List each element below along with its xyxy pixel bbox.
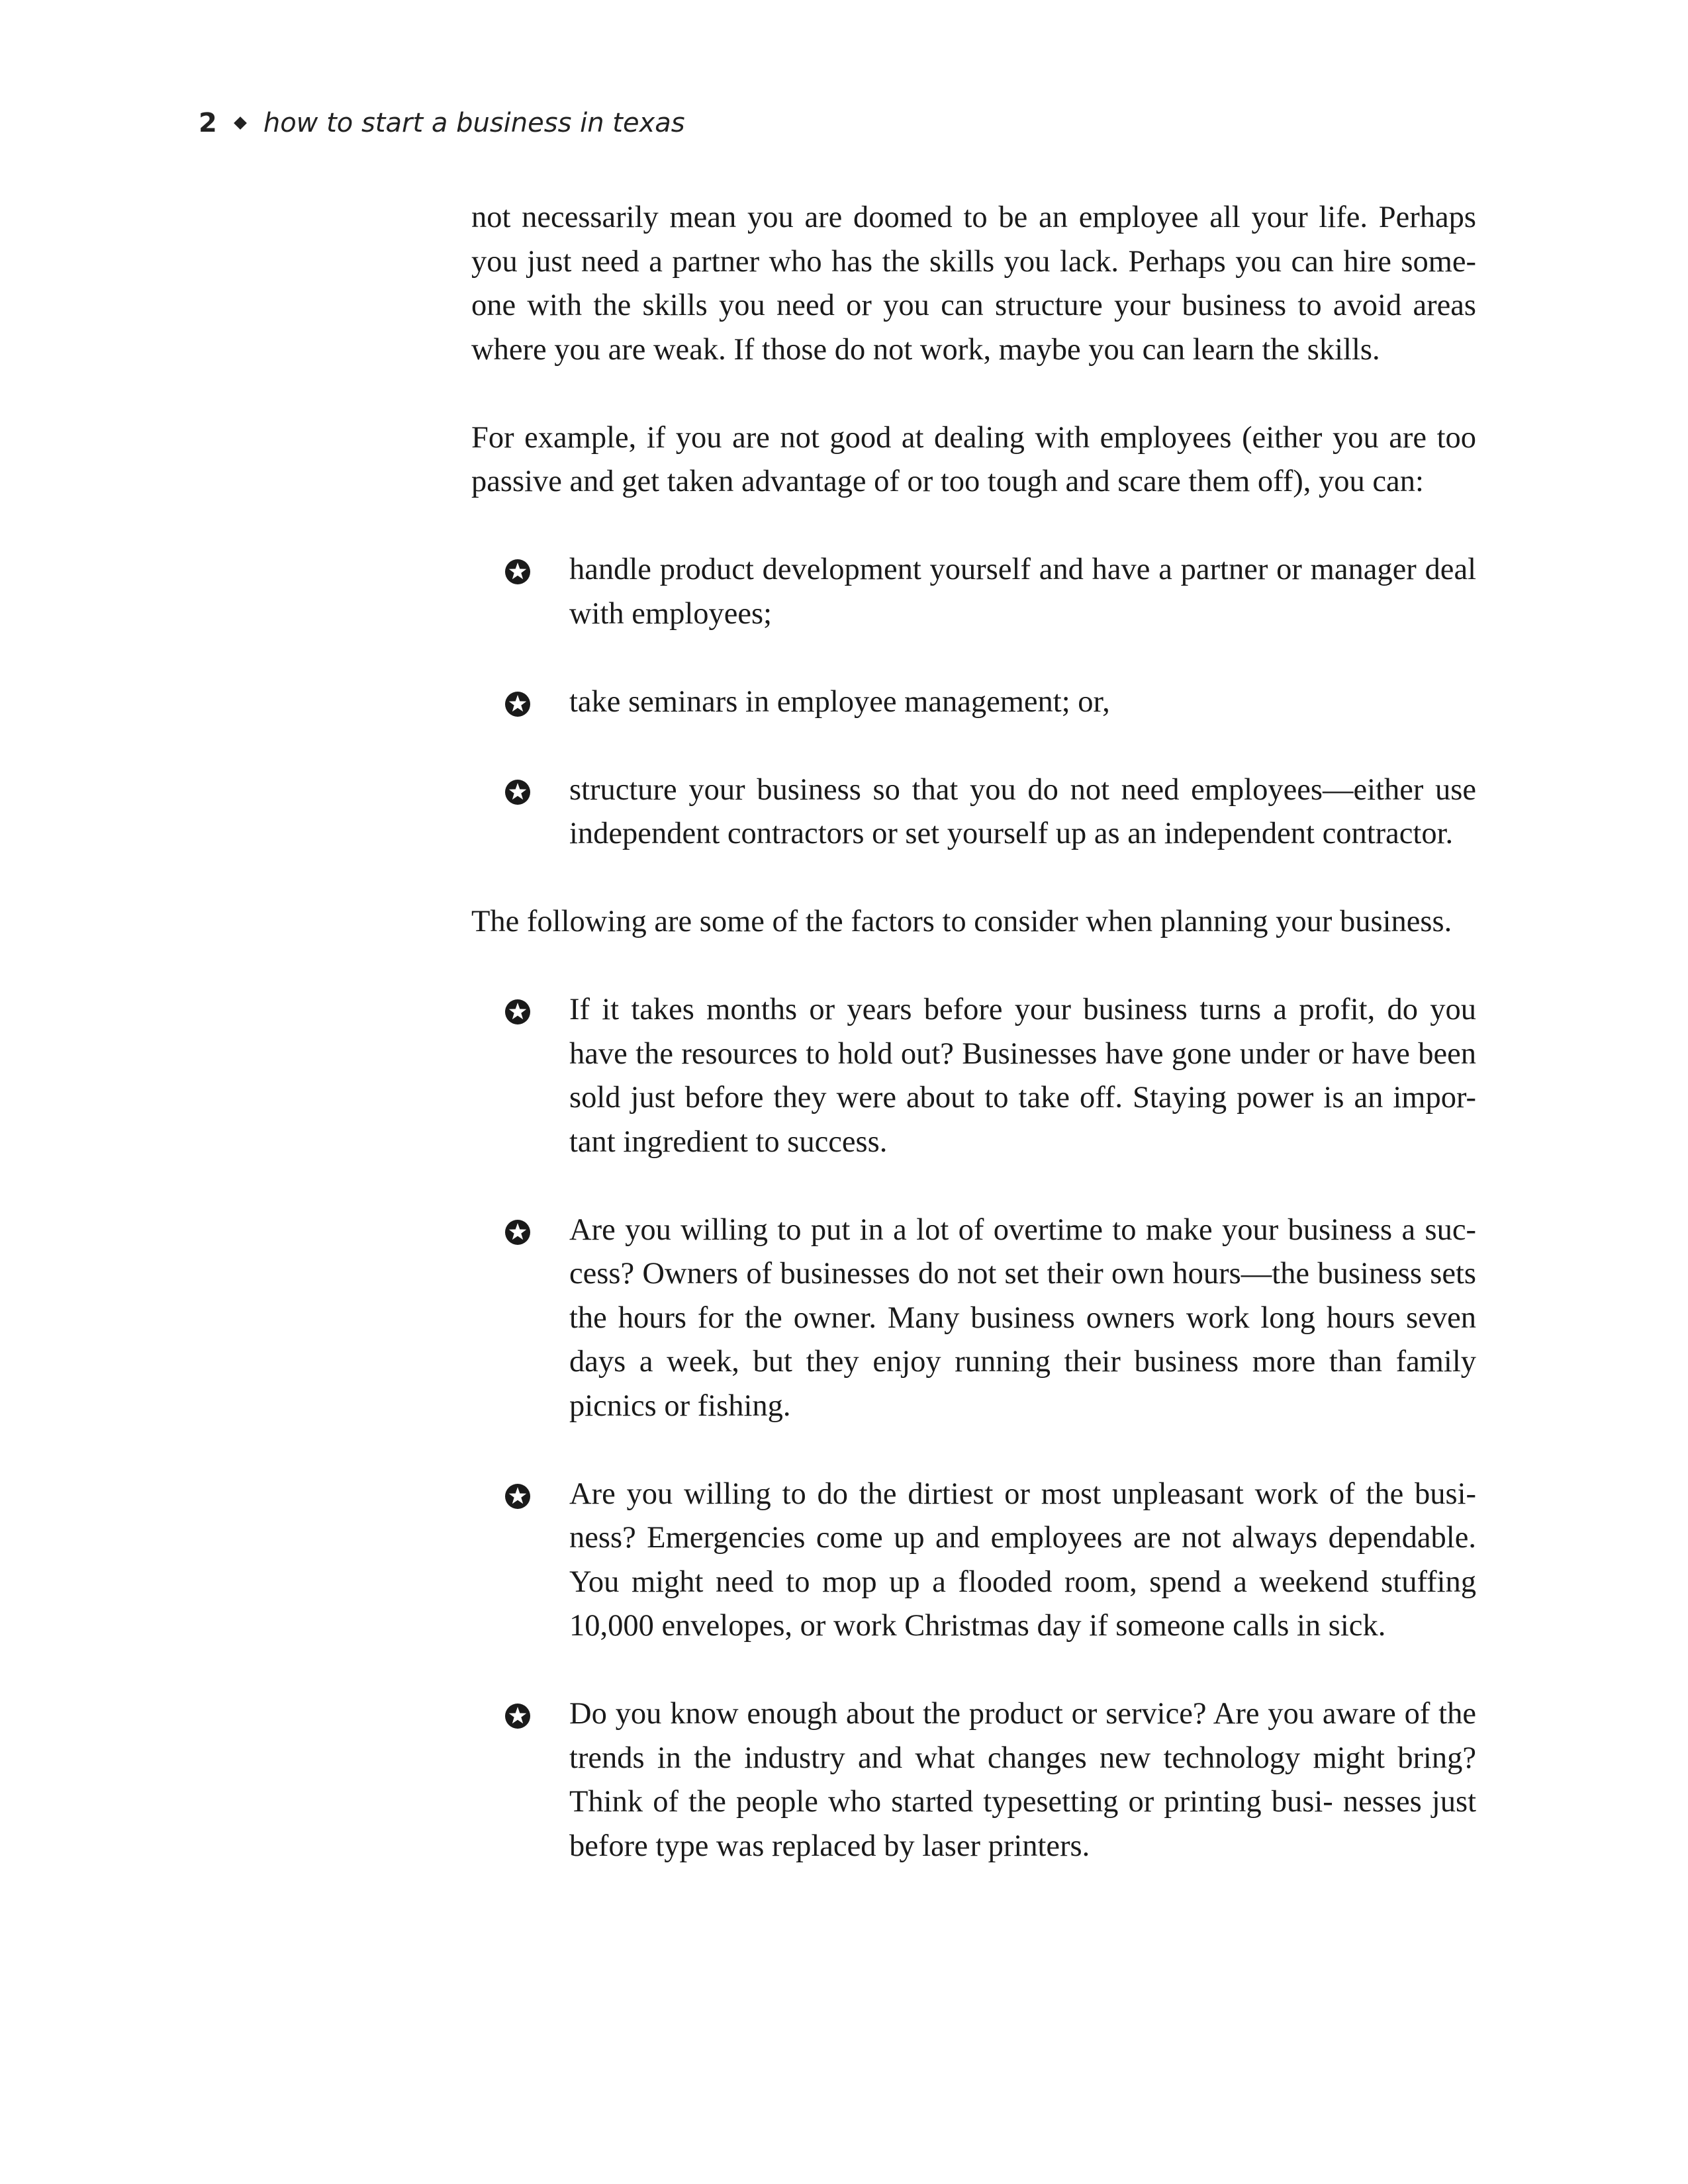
paragraph-3: The following are some of the factors to consider when planning your business. [471, 905, 1452, 938]
list-item [471, 1208, 1476, 1429]
star-in-circle-icon [504, 999, 531, 1025]
bullet-list-2 [471, 988, 1476, 1868]
diamond-icon [234, 116, 247, 130]
list-item-text: structure your business so that you do not need employees—either use independent contractors or set yourself up as an independent contractor. [569, 772, 1476, 850]
list-item [471, 548, 1476, 636]
list-item-text: If it takes months or years before your business turns a profit, do you have the resources to hold out? Businesses have gone under or have been sold just before they were about to take off. Staying power is an impor- tant ingredient to success. [569, 993, 1476, 1159]
list-item-text: take seminars in employee management; or, [569, 684, 1110, 719]
running-head [199, 105, 685, 142]
star-in-circle-icon [504, 1703, 531, 1729]
star-in-circle-icon [504, 559, 531, 585]
star-in-circle-icon [504, 779, 531, 805]
list-item-text: handle product development yourself and have a partner or manager deal with employees; [569, 553, 1476, 631]
list-item [471, 768, 1476, 856]
list-item [471, 988, 1476, 1164]
running-head-title: how to start a business in texas [263, 108, 685, 138]
list-item [471, 680, 1476, 725]
star-in-circle-icon [504, 1483, 531, 1510]
page-body [471, 196, 1476, 1913]
paragraph-2: For example, if you are not good at dealing with employees (either you are too passive and get taken advantage of or too tough and scare them off), you can: [471, 420, 1476, 498]
list-item-text: Do you know enough about the product or service? Are you aware of the trends in the industry and what changes new technology might bring? Think of the people who started typesetting or printing busi- nesses just before type was replaced by laser printers. [569, 1697, 1476, 1863]
list-item-text: Are you willing to do the dirtiest or most unpleasant work of the busi- ness? Emergencies come up and employees are not always dependable. You might need to mop up a flooded room, spend a weekend stuffing 10,000 envelopes, or work Christmas day if someone calls in sick. [569, 1477, 1476, 1643]
page-number: 2 [199, 108, 217, 138]
star-in-circle-icon [504, 691, 531, 717]
paragraph-1: not necessarily mean you are doomed to be an employee all your life. Perhaps you just need a partner who has the skills you lack. Perhaps you can hire some- one with the skills you need or you can structure your business to avoid areas where you are weak. If those do not work, maybe you can learn the skills. [471, 201, 1476, 367]
list-item-text: Are you willing to put in a lot of overtime to make your business a suc- cess? Owners of businesses do not set their own hours—the business sets the hours for the owner. Many business owners work long hours seven days a week, but they enjoy running their business more than family picnics or fishing. [569, 1212, 1476, 1423]
bullet-list-1 [471, 548, 1476, 856]
list-item [471, 1692, 1476, 1868]
star-in-circle-icon [504, 1219, 531, 1246]
list-item [471, 1473, 1476, 1649]
